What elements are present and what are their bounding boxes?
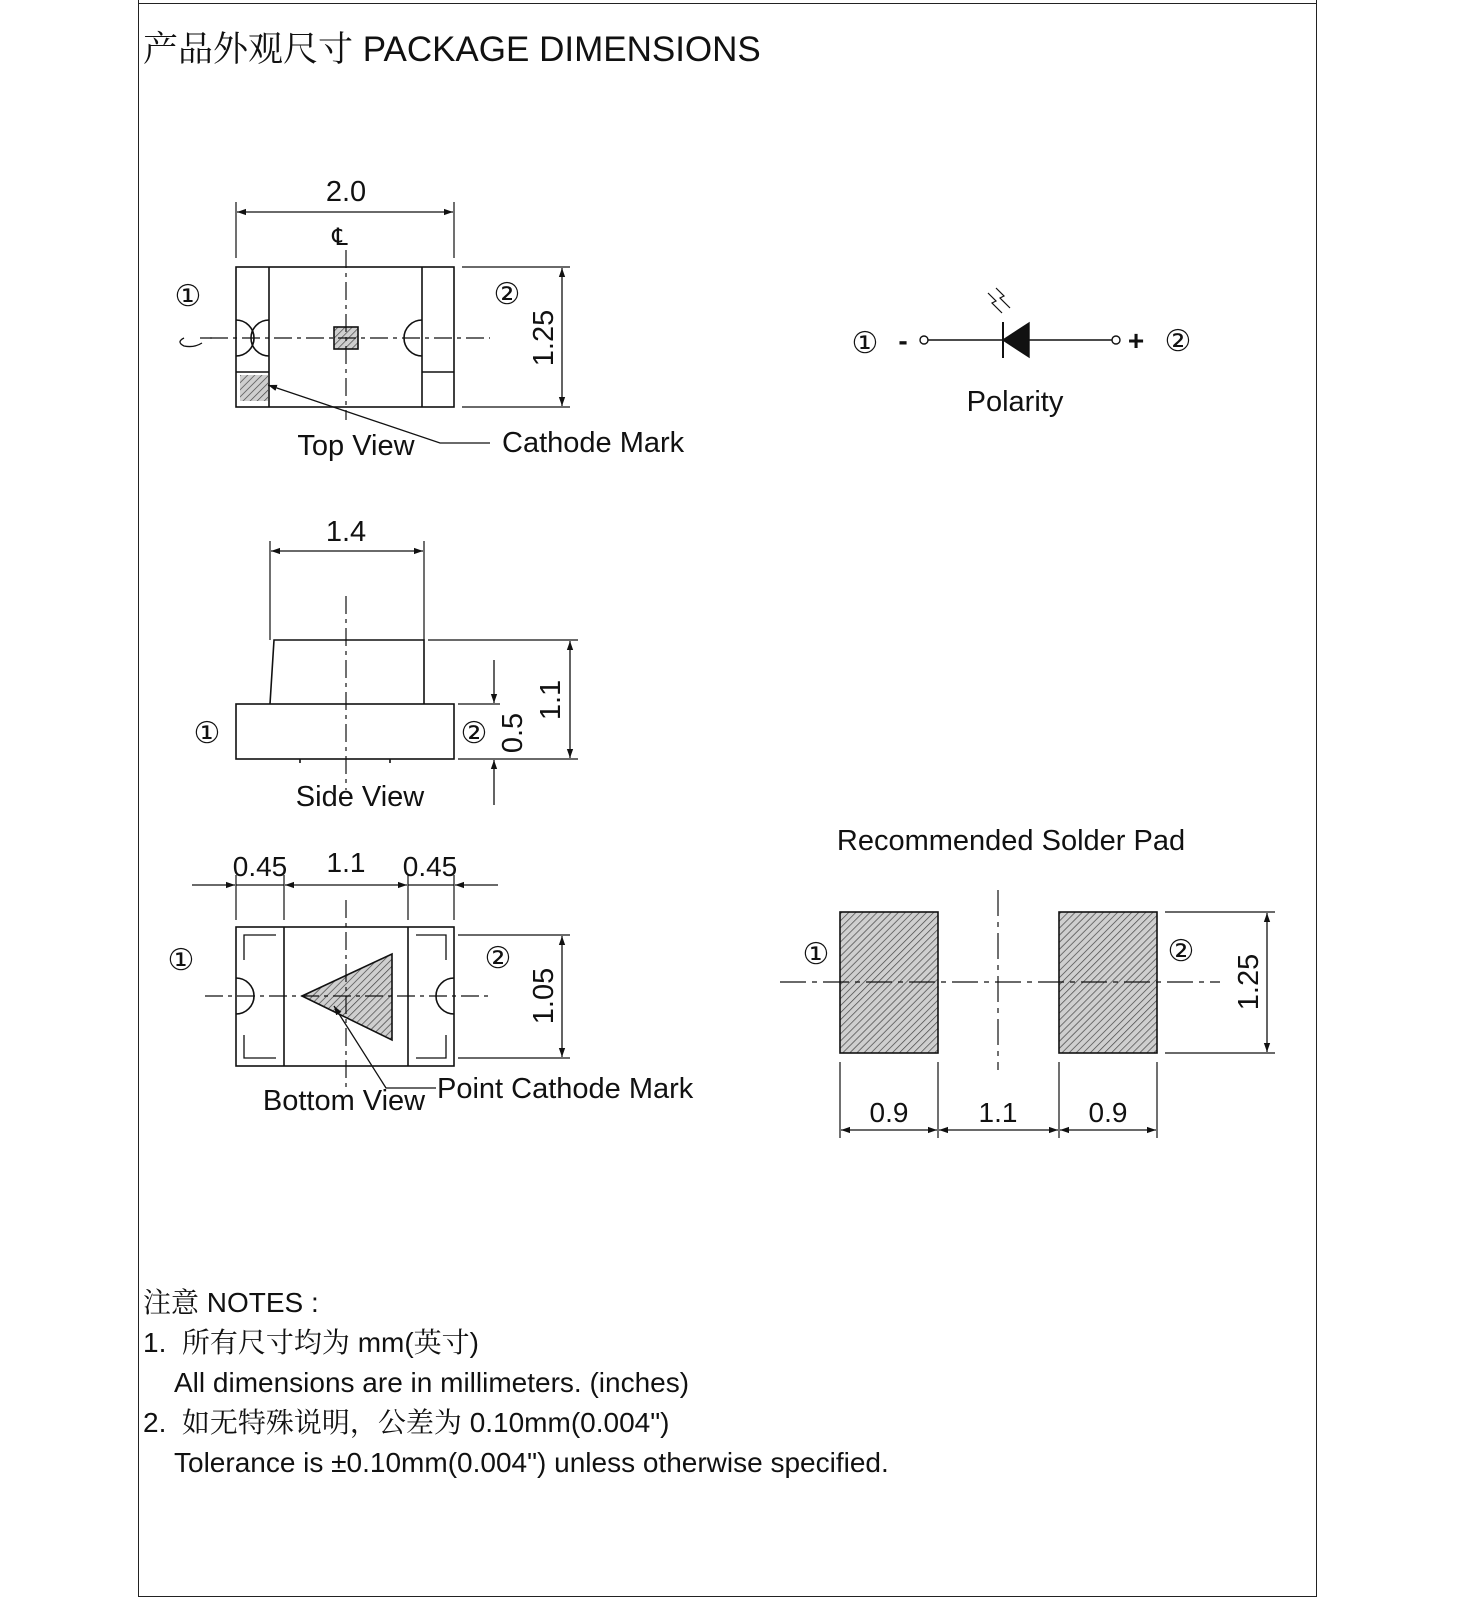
bottom-view [192, 875, 570, 1090]
solder-pad-title: Recommended Solder Pad [836, 825, 1186, 857]
notes-heading: 注意 NOTES : [143, 1287, 319, 1318]
bottom-height-label: 1.05 [528, 967, 560, 1025]
polarity-minus: - [898, 325, 908, 356]
pad-gap-label: 1.1 [978, 1097, 1018, 1128]
pad-width-right-label: 0.9 [1088, 1097, 1128, 1128]
page-title: 产品外观尺寸 PACKAGE DIMENSIONS [143, 30, 761, 69]
bottom-left-dim: 0.45 [232, 851, 288, 882]
side-pin2: ② [460, 717, 488, 750]
top-pin1: ① [174, 280, 202, 313]
notes-section [143, 1283, 889, 1483]
top-height-label: 1.25 [528, 309, 560, 367]
polarity-pin1: ① [851, 327, 879, 360]
bottom-pin1: ① [167, 944, 195, 977]
polarity-caption: Polarity [966, 386, 1064, 418]
bottom-pin2: ② [484, 942, 512, 975]
polarity-symbol [920, 288, 1120, 358]
side-view [236, 541, 578, 805]
pad-pin2: ② [1167, 935, 1195, 968]
note-2-cn: 2. 如无特殊说明，公差为 0.10mm(0.004") [143, 1407, 670, 1438]
top-pin2: ② [493, 278, 521, 311]
top-view [180, 202, 570, 443]
side-width-label: 1.4 [325, 516, 367, 548]
top-cathode-hatch [240, 375, 268, 401]
pad-height-label: 1.25 [1233, 953, 1265, 1011]
top-view-caption: Top View [297, 430, 415, 462]
pad-pin1: ① [802, 938, 830, 971]
side-view-caption: Side View [295, 781, 425, 813]
solder-pad-drawing [780, 890, 1275, 1138]
top-width-label: 2.0 [325, 176, 367, 208]
polarity-plus: + [1127, 325, 1145, 356]
side-height-label: 1.1 [535, 679, 567, 721]
side-view-dome [270, 640, 424, 704]
polarity-pin2: ② [1164, 325, 1192, 358]
point-cathode-label: Point Cathode Mark [437, 1073, 694, 1105]
note-2-en: Tolerance is ±0.10mm(0.004") unless otherwise specified. [174, 1447, 889, 1478]
pad-width-left-label: 0.9 [869, 1097, 909, 1128]
side-view-base [236, 704, 454, 759]
side-pin1: ① [193, 717, 221, 750]
side-base-label: 0.5 [497, 712, 529, 754]
note-1-cn: 1. 所有尺寸均为 mm(英寸) [143, 1327, 479, 1358]
bottom-right-dim: 0.45 [402, 851, 458, 882]
bottom-view-caption: Bottom View [262, 1085, 426, 1117]
note-1-en: All dimensions are in millimeters. (inches) [174, 1367, 690, 1398]
center-mark: ℄ [332, 224, 348, 251]
bottom-mid-dim: 1.1 [326, 847, 366, 878]
cathode-mark-label: Cathode Mark [502, 427, 685, 459]
